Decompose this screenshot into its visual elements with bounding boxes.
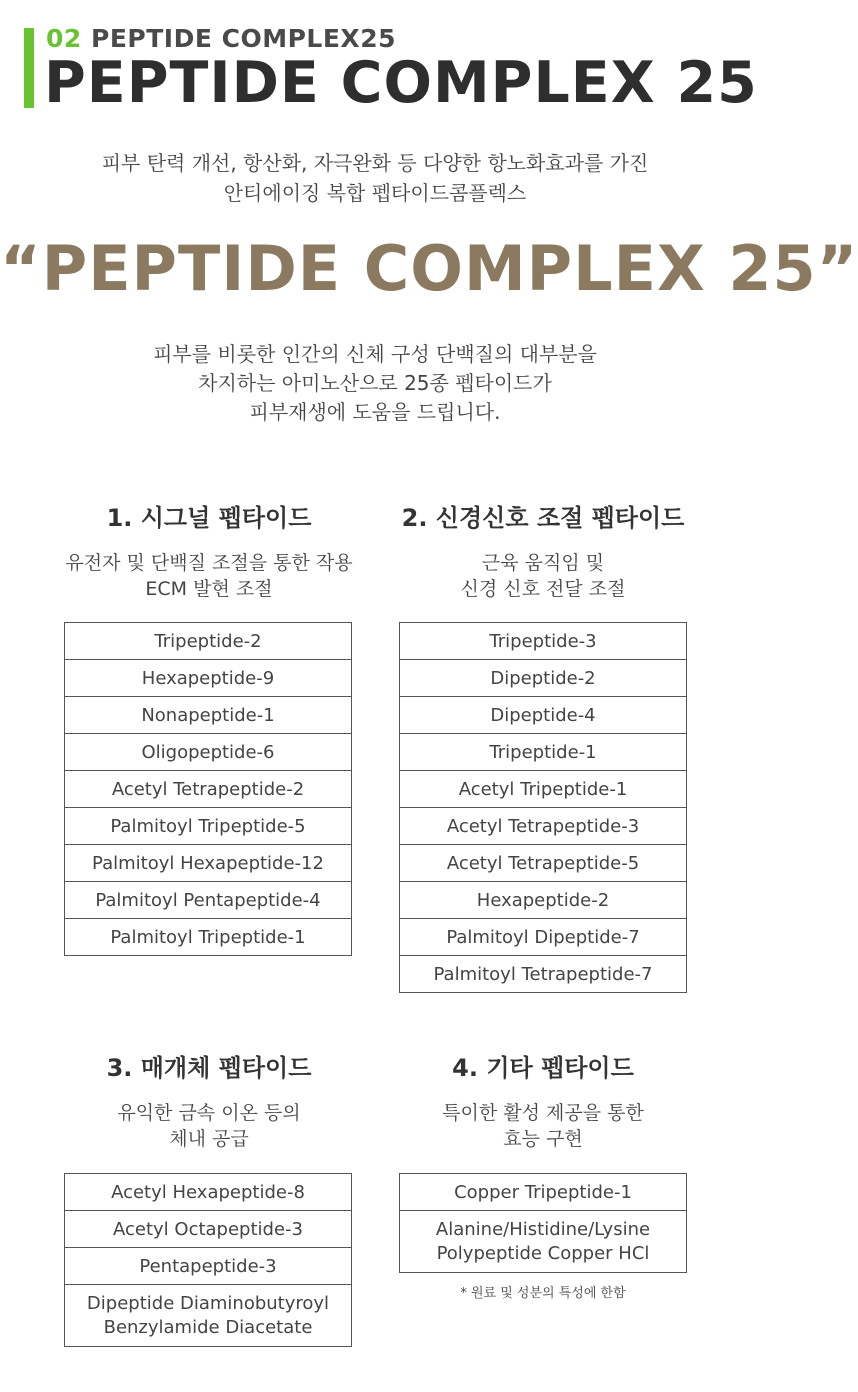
group-title: 3. 매개체 펩타이드 (106, 1054, 312, 1082)
peptide-cell-line: Dipeptide Diaminobutyroyl (86, 1293, 330, 1314)
footnote: * 원료 및 성분의 특성에 한함 (460, 1286, 626, 1301)
product-quote: “PEPTIDE COMPLEX 25” (0, 232, 858, 305)
group-signal (64, 500, 354, 602)
group-desc-line: 근육 움직임 및 (481, 552, 605, 574)
intro-text (0, 148, 750, 208)
peptide-cell: Tripeptide-3 (489, 631, 597, 652)
group-other (398, 1050, 688, 1152)
peptide-table-carrier (64, 1173, 352, 1347)
group-desc-line: 특이한 활성 제공을 통한 (442, 1102, 644, 1124)
group-desc-line: 유익한 금속 이온 등의 (117, 1102, 301, 1124)
description-line: 피부를 비롯한 인간의 신체 구성 단백질의 대부분을 (153, 342, 597, 366)
group-neurotransmitter (398, 500, 688, 602)
description-text (0, 340, 750, 427)
peptide-cell: Acetyl Tetrapeptide-2 (65, 770, 351, 807)
group-title: 1. 시그널 펩타이드 (106, 504, 312, 532)
peptide-table-neurotransmitter (399, 622, 687, 993)
group-desc (64, 550, 354, 602)
peptide-cell: Dipeptide-4 (400, 696, 686, 733)
peptide-cell: Palmitoyl Dipeptide-7 (400, 918, 686, 955)
group-desc-line: ECM 발현 조절 (145, 578, 273, 600)
description-line: 피부재생에 도움을 드립니다. (249, 400, 501, 424)
group-desc (398, 550, 688, 602)
peptide-cell: Copper Tripeptide-1 (454, 1182, 632, 1203)
peptide-cell-multiline (65, 1284, 351, 1346)
peptide-cell-line: Polypeptide Copper HCl (436, 1243, 650, 1264)
peptide-cell: Palmitoyl Hexapeptide-12 (65, 844, 351, 881)
peptide-cell: Pentapeptide-3 (65, 1247, 351, 1284)
peptide-cell: Hexapeptide-2 (400, 881, 686, 918)
group-desc (398, 1100, 688, 1152)
group-desc-line: 신경 신호 전달 조절 (460, 578, 626, 600)
peptide-cell-multiline (400, 1210, 686, 1272)
group-carrier (64, 1050, 354, 1152)
peptide-cell: Hexapeptide-9 (65, 659, 351, 696)
peptide-cell: Acetyl Tetrapeptide-3 (400, 807, 686, 844)
intro-line: 피부 탄력 개선, 항산화, 자극완화 등 다양한 항노화효과를 가진 (101, 151, 649, 175)
peptide-cell: Palmitoyl Pentapeptide-4 (65, 881, 351, 918)
page-title: PEPTIDE COMPLEX 25 (44, 50, 758, 116)
group-title: 2. 신경신호 조절 펩타이드 (401, 504, 685, 532)
peptide-cell: Tripeptide-2 (154, 631, 262, 652)
accent-bar (24, 28, 34, 108)
peptide-cell: Palmitoyl Tripeptide-5 (65, 807, 351, 844)
peptide-cell-line: Benzylamide Diacetate (103, 1317, 313, 1338)
section-subtitle (46, 24, 396, 53)
peptide-table-other (399, 1173, 687, 1273)
peptide-table-signal (64, 622, 352, 956)
peptide-cell: Dipeptide-2 (400, 659, 686, 696)
peptide-cell: Acetyl Octapeptide-3 (65, 1210, 351, 1247)
peptide-cell: Acetyl Tetrapeptide-5 (400, 844, 686, 881)
description-line: 차지하는 아미노산으로 25종 펩타이드가 (198, 371, 552, 395)
group-title: 4. 기타 펩타이드 (452, 1054, 634, 1082)
group-desc-line: 효능 구현 (503, 1128, 583, 1150)
peptide-cell: Nonapeptide-1 (65, 696, 351, 733)
group-desc (64, 1100, 354, 1152)
group-desc-line: 체내 공급 (169, 1128, 249, 1150)
intro-line: 안티에이징 복합 펩타이드콤플렉스 (223, 181, 527, 205)
peptide-cell: Oligopeptide-6 (65, 733, 351, 770)
peptide-cell-line: Alanine/Histidine/Lysine (435, 1219, 651, 1240)
peptide-cell: Acetyl Tripeptide-1 (400, 770, 686, 807)
section-subtitle-text: PEPTIDE COMPLEX25 (91, 24, 396, 53)
peptide-cell: Palmitoyl Tripeptide-1 (65, 918, 351, 955)
peptide-cell: Palmitoyl Tetrapeptide-7 (400, 955, 686, 992)
peptide-cell: Tripeptide-1 (400, 733, 686, 770)
peptide-cell: Acetyl Hexapeptide-8 (111, 1182, 305, 1203)
section-number: 02 (46, 24, 82, 53)
group-desc-line: 유전자 및 단백질 조절을 통한 작용 (65, 552, 353, 574)
